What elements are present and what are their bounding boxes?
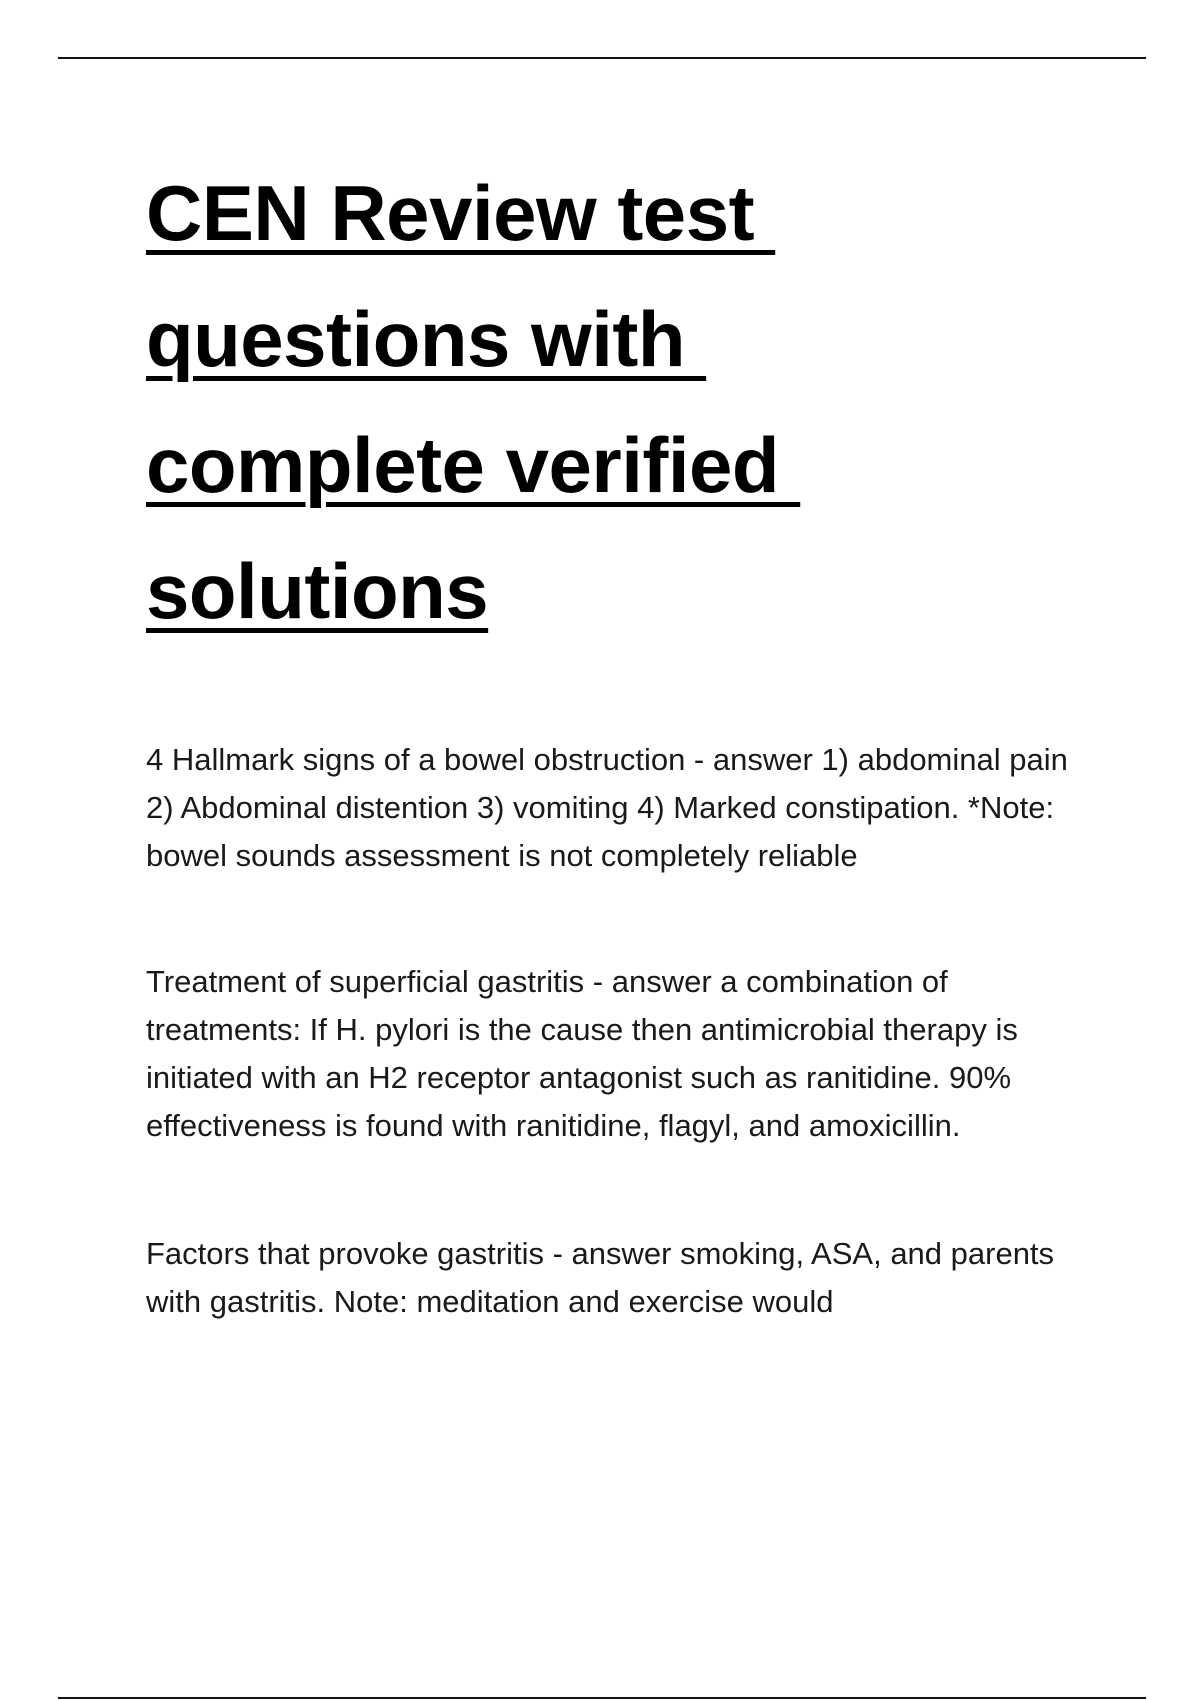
question-text: Treatment of superficial gastritis <box>146 964 585 999</box>
bottom-rule <box>58 1697 1146 1699</box>
qa-entry-superficial-gastritis <box>146 958 1086 1150</box>
title-line-1: CEN Review test <box>146 169 776 257</box>
question-text: Factors that provoke gastritis <box>146 1236 544 1271</box>
top-rule <box>58 57 1146 59</box>
qa-list <box>146 736 1086 1404</box>
answer-separator: - answer <box>584 964 721 999</box>
title-line-4: solutions <box>146 547 489 635</box>
answer-text: a combination of treatments: If H. pylori is the cause then antimicrobial therapy is initiated with an H2 receptor antagonist such as ranitidine. 90% effectiveness is found with ranitidine, flagyl, and amoxicillin. <box>146 964 1018 1143</box>
answer-text: 1) abdominal pain 2) Abdominal distention 3) vomiting 4) Marked constipation. *Note: bowel sounds assessment is not completely reliable <box>146 742 1068 873</box>
page-title <box>146 150 906 654</box>
answer-separator: - answer <box>685 742 822 777</box>
answer-text: smoking, ASA, and parents with gastritis. Note: meditation and exercise would <box>146 1236 1055 1319</box>
qa-entry-gastritis-factors <box>146 1230 1086 1326</box>
answer-separator: - answer <box>544 1236 681 1271</box>
title-line-3: complete verified <box>146 421 801 509</box>
question-text: 4 Hallmark signs of a bowel obstruction <box>146 742 686 777</box>
qa-entry-bowel-obstruction <box>146 736 1086 880</box>
title-line-2: questions with <box>146 295 707 383</box>
